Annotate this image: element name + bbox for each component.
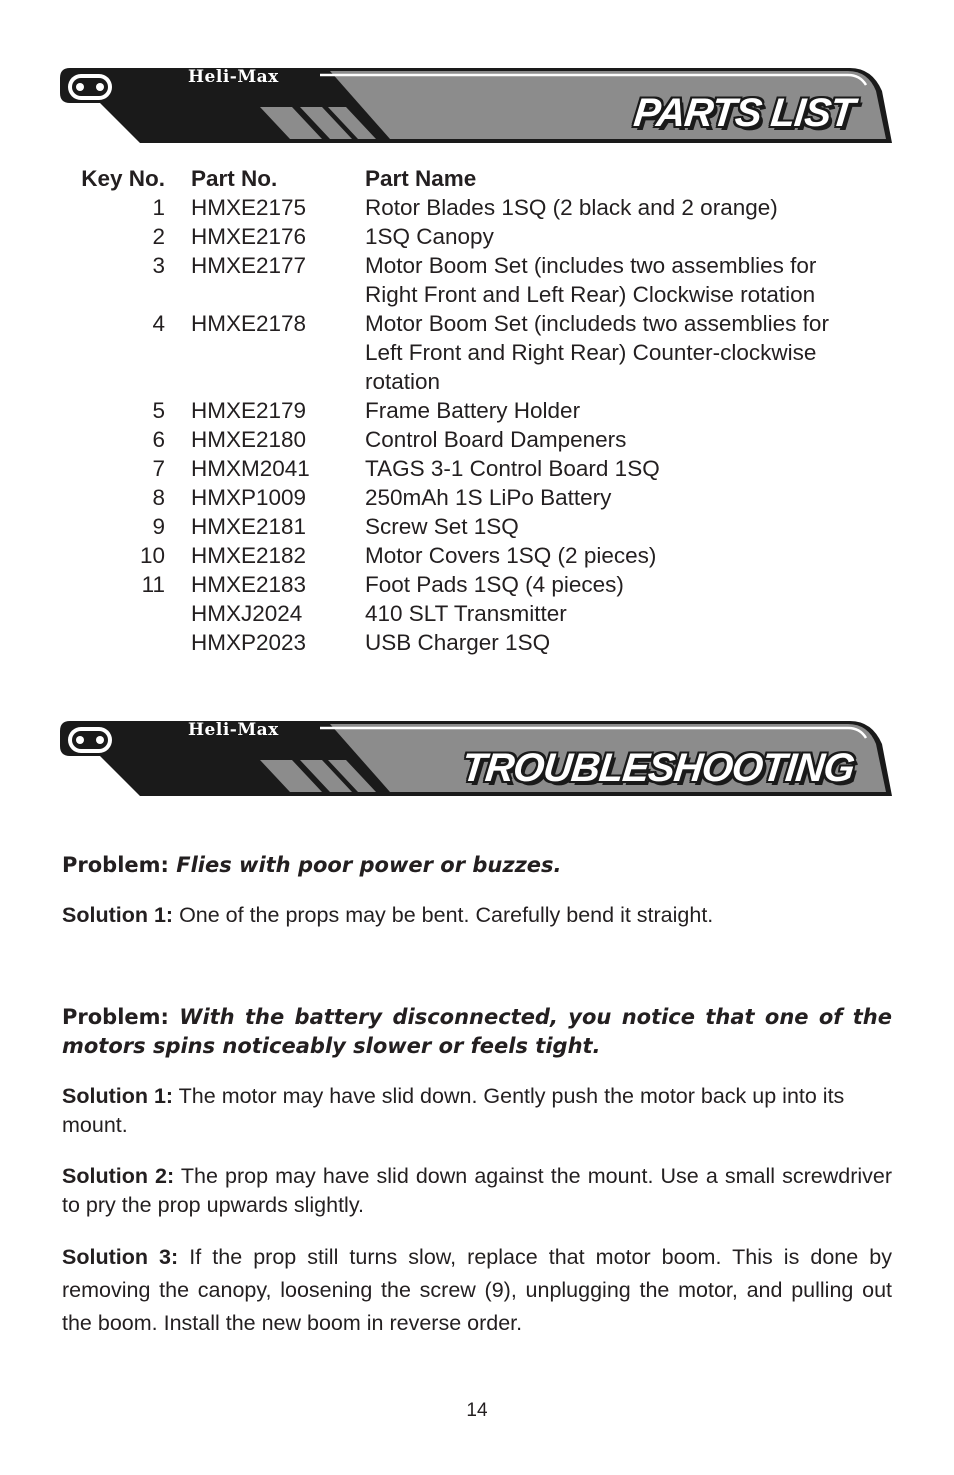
part-no-cell: HMXJ2024 (191, 601, 303, 626)
parts-table-row (0, 628, 954, 657)
parts-table-row (0, 396, 954, 425)
part-name-cell: rotation (365, 369, 441, 394)
page-number: 14 (466, 1400, 488, 1421)
parts-table-row (0, 425, 954, 454)
key-no-cell: 10 (139, 543, 165, 568)
part-name-cell: Foot Pads 1SQ (4 pieces) (365, 572, 624, 597)
heli-max-logo: Heli-Max (188, 720, 279, 740)
solution-label: Solution 2: (62, 1164, 175, 1188)
part-name-cell: 1SQ Canopy (365, 224, 494, 249)
problem-heading (62, 1003, 892, 1061)
part-no-cell: HMXM2041 (191, 456, 310, 481)
problem-text: Flies with poor power or buzzes. (176, 853, 562, 877)
part-name-cell: 250mAh 1S LiPo Battery (365, 485, 612, 510)
parts-table-row (0, 512, 954, 541)
part-no-cell: HMXE2179 (191, 398, 307, 423)
key-no-cell: 9 (152, 514, 165, 539)
problem-2 (62, 1003, 892, 1061)
key-no-cell: 4 (152, 311, 165, 336)
part-name-cell: Frame Battery Holder (365, 398, 581, 423)
part-no-cell: HMXP1009 (191, 485, 307, 510)
troubleshooting-title: TROUBLESHOOTING (460, 746, 857, 790)
troubleshooting-banner (60, 716, 894, 798)
problem-2-solution-3 (62, 1241, 892, 1340)
part-name-cell: Motor Covers 1SQ (2 pieces) (365, 543, 657, 568)
parts-table-row (0, 222, 954, 251)
parts-table-row (0, 599, 954, 628)
solution-text: The prop may have slid down against the mount. Use a small screwdriver to pry the prop upwards slightly. (62, 1164, 893, 1217)
key-no-cell: 1 (152, 195, 165, 220)
parts-table-body (0, 193, 954, 657)
key-no-cell: 3 (152, 253, 165, 278)
parts-table (0, 164, 954, 657)
part-no-header: Part No. (191, 166, 278, 191)
parts-table-row (0, 193, 954, 222)
key-no-cell: 2 (152, 224, 165, 249)
parts-table-row (0, 483, 954, 512)
parts-table-row-continuation (0, 338, 954, 367)
part-name-header: Part Name (365, 166, 477, 191)
problem-1 (62, 851, 892, 880)
part-no-cell: HMXE2182 (191, 543, 307, 568)
parts-table-header (0, 164, 954, 193)
part-name-cell: 410 SLT Transmitter (365, 601, 567, 626)
solution-text: One of the props may be bent. Carefully bend it straight. (179, 903, 714, 927)
part-no-cell: HMXE2180 (191, 427, 307, 452)
solution-text: If the prop still turns slow, replace that motor boom. This is done by removing the canopy, loosening the screw (9), unplugging the motor, and pulling out the boom. Install the new boom in reverse order. (62, 1245, 892, 1335)
key-no-cell: 11 (141, 572, 165, 597)
parts-table-row (0, 454, 954, 483)
parts-table-row (0, 309, 954, 338)
part-name-cell: USB Charger 1SQ (365, 630, 551, 655)
solution-label: Solution 3: (62, 1245, 179, 1269)
problem-2-solution-1 (62, 1082, 892, 1140)
parts-table-row-continuation (0, 367, 954, 396)
part-no-cell: HMXE2178 (191, 311, 307, 336)
part-no-cell: HMXE2175 (191, 195, 307, 220)
part-name-cell: Right Front and Left Rear) Clockwise rotation (365, 282, 816, 307)
key-no-cell: 7 (152, 456, 165, 481)
parts-table-row-continuation (0, 280, 954, 309)
part-no-cell: HMXE2181 (191, 514, 307, 539)
parts-list-title: PARTS LIST (632, 91, 857, 135)
part-no-cell: HMXE2176 (191, 224, 307, 249)
part-no-cell: HMXE2177 (191, 253, 307, 278)
part-name-cell: Screw Set 1SQ (365, 514, 519, 539)
part-name-cell: Control Board Dampeners (365, 427, 627, 452)
key-no-header: Key No. (81, 166, 165, 191)
part-name-cell: Left Front and Right Rear) Counter-clockwise (365, 340, 817, 365)
parts-table-row (0, 251, 954, 280)
problem-heading (62, 851, 892, 880)
solution-text: The motor may have slid down. Gently push the motor back up into its mount. (62, 1084, 845, 1137)
part-name-cell: Motor Boom Set (includeds two assemblies for (365, 311, 829, 336)
part-name-cell: TAGS 3-1 Control Board 1SQ (365, 456, 660, 481)
key-no-cell: 8 (152, 485, 165, 510)
part-name-cell: Rotor Blades 1SQ (2 black and 2 orange) (365, 195, 778, 220)
solution-label: Solution 1: (62, 903, 174, 927)
parts-table-row (0, 541, 954, 570)
parts-list-banner (60, 63, 894, 145)
part-no-cell: HMXE2183 (191, 572, 307, 597)
heli-max-logo: Heli-Max (188, 67, 279, 87)
key-no-cell: 5 (152, 398, 165, 423)
part-name-cell: Motor Boom Set (includes two assemblies for (365, 253, 817, 278)
key-no-cell: 6 (152, 427, 165, 452)
problem-label: Problem: (62, 1005, 169, 1029)
problem-2-solution-2 (62, 1162, 892, 1220)
problem-label: Problem: (62, 853, 169, 877)
solution-label: Solution 1: (62, 1084, 174, 1108)
problem-text: With the battery disconnected, you notice that one of the motors spins noticeably slower or feels tight. (62, 1005, 892, 1058)
parts-table-row (0, 570, 954, 599)
part-no-cell: HMXP2023 (191, 630, 307, 655)
problem-1-solution-1 (62, 901, 892, 930)
